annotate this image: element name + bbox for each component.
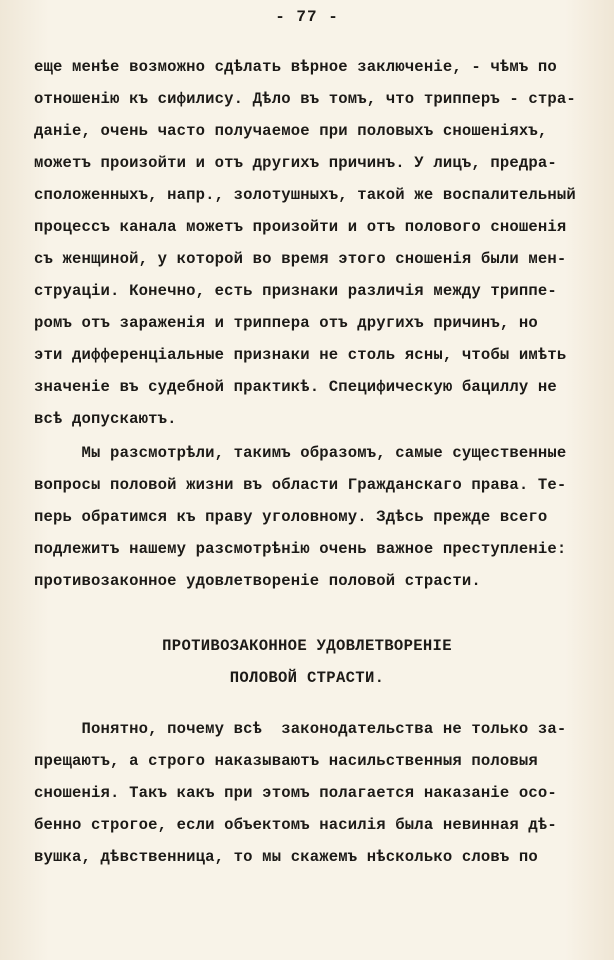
- text-line: Мы разсмотрѣли, такимъ образомъ, самые существенные: [34, 444, 567, 462]
- text-line: процессъ канала можетъ произойти и отъ полового сношенія: [34, 218, 567, 236]
- text-line: перь обратимся къ праву уголовному. Здѣсь прежде всего: [34, 508, 548, 526]
- text-line: всѣ допускаютъ.: [34, 410, 177, 428]
- text-line: вушка, дѣвственница, то мы скажемъ нѣсколько словъ по: [34, 848, 538, 866]
- text-line: можетъ произойти и отъ другихъ причинъ. У лицъ, предра-: [34, 154, 557, 172]
- page-number: - 77 -: [275, 8, 339, 26]
- text-line: еще менѣе возможно сдѣлать вѣрное заключеніе, - чѣмъ по: [34, 58, 557, 76]
- text-line: прещаютъ, а строго наказываютъ насильственныя половыя: [34, 752, 538, 770]
- text-line: съ женщиной, у которой во время этого сношенія были мен-: [34, 250, 567, 268]
- text-line: Понятно, почему всѣ законодательства не только за-: [34, 720, 567, 738]
- text-line: отношенію къ сифилису. Дѣло въ томъ, что трипперъ - стра-: [34, 90, 576, 108]
- text-line: струаціи. Конечно, есть признаки различія между триппе-: [34, 282, 557, 300]
- text-line: сношенія. Такъ какъ при этомъ полагается наказаніе осо-: [34, 784, 557, 802]
- text-line: бенно строгое, если объектомъ насилія была невинная дѣ-: [34, 816, 557, 834]
- text-line: ромъ отъ зараженія и триппера отъ другихъ причинъ, но: [34, 314, 538, 332]
- text-line: вопросы половой жизни въ области Гражданскаго права. Те-: [34, 476, 567, 494]
- text-line: подлежитъ нашему разсмотрѣнію очень важное преступленіе:: [34, 540, 567, 558]
- heading-line: ПРОТИВОЗАКОННОЕ УДОВЛЕТВОРЕНІЕ: [162, 637, 452, 655]
- text-line: значеніе въ судебной практикѣ. Специфическую бациллу не: [34, 378, 557, 396]
- text-line: эти дифференціальные признаки не столь ясны, чтобы имѣть: [34, 346, 567, 364]
- heading-line: ПОЛОВОЙ СТРАСТИ.: [229, 669, 385, 687]
- text-line: сположенныхъ, напр., золотушныхъ, такой же воспалительный: [34, 186, 576, 204]
- text-line: противозаконное удовлетвореніе половой страсти.: [34, 572, 481, 590]
- text-line: даніе, очень часто получаемое при половыхъ сношеніяхъ,: [34, 122, 548, 140]
